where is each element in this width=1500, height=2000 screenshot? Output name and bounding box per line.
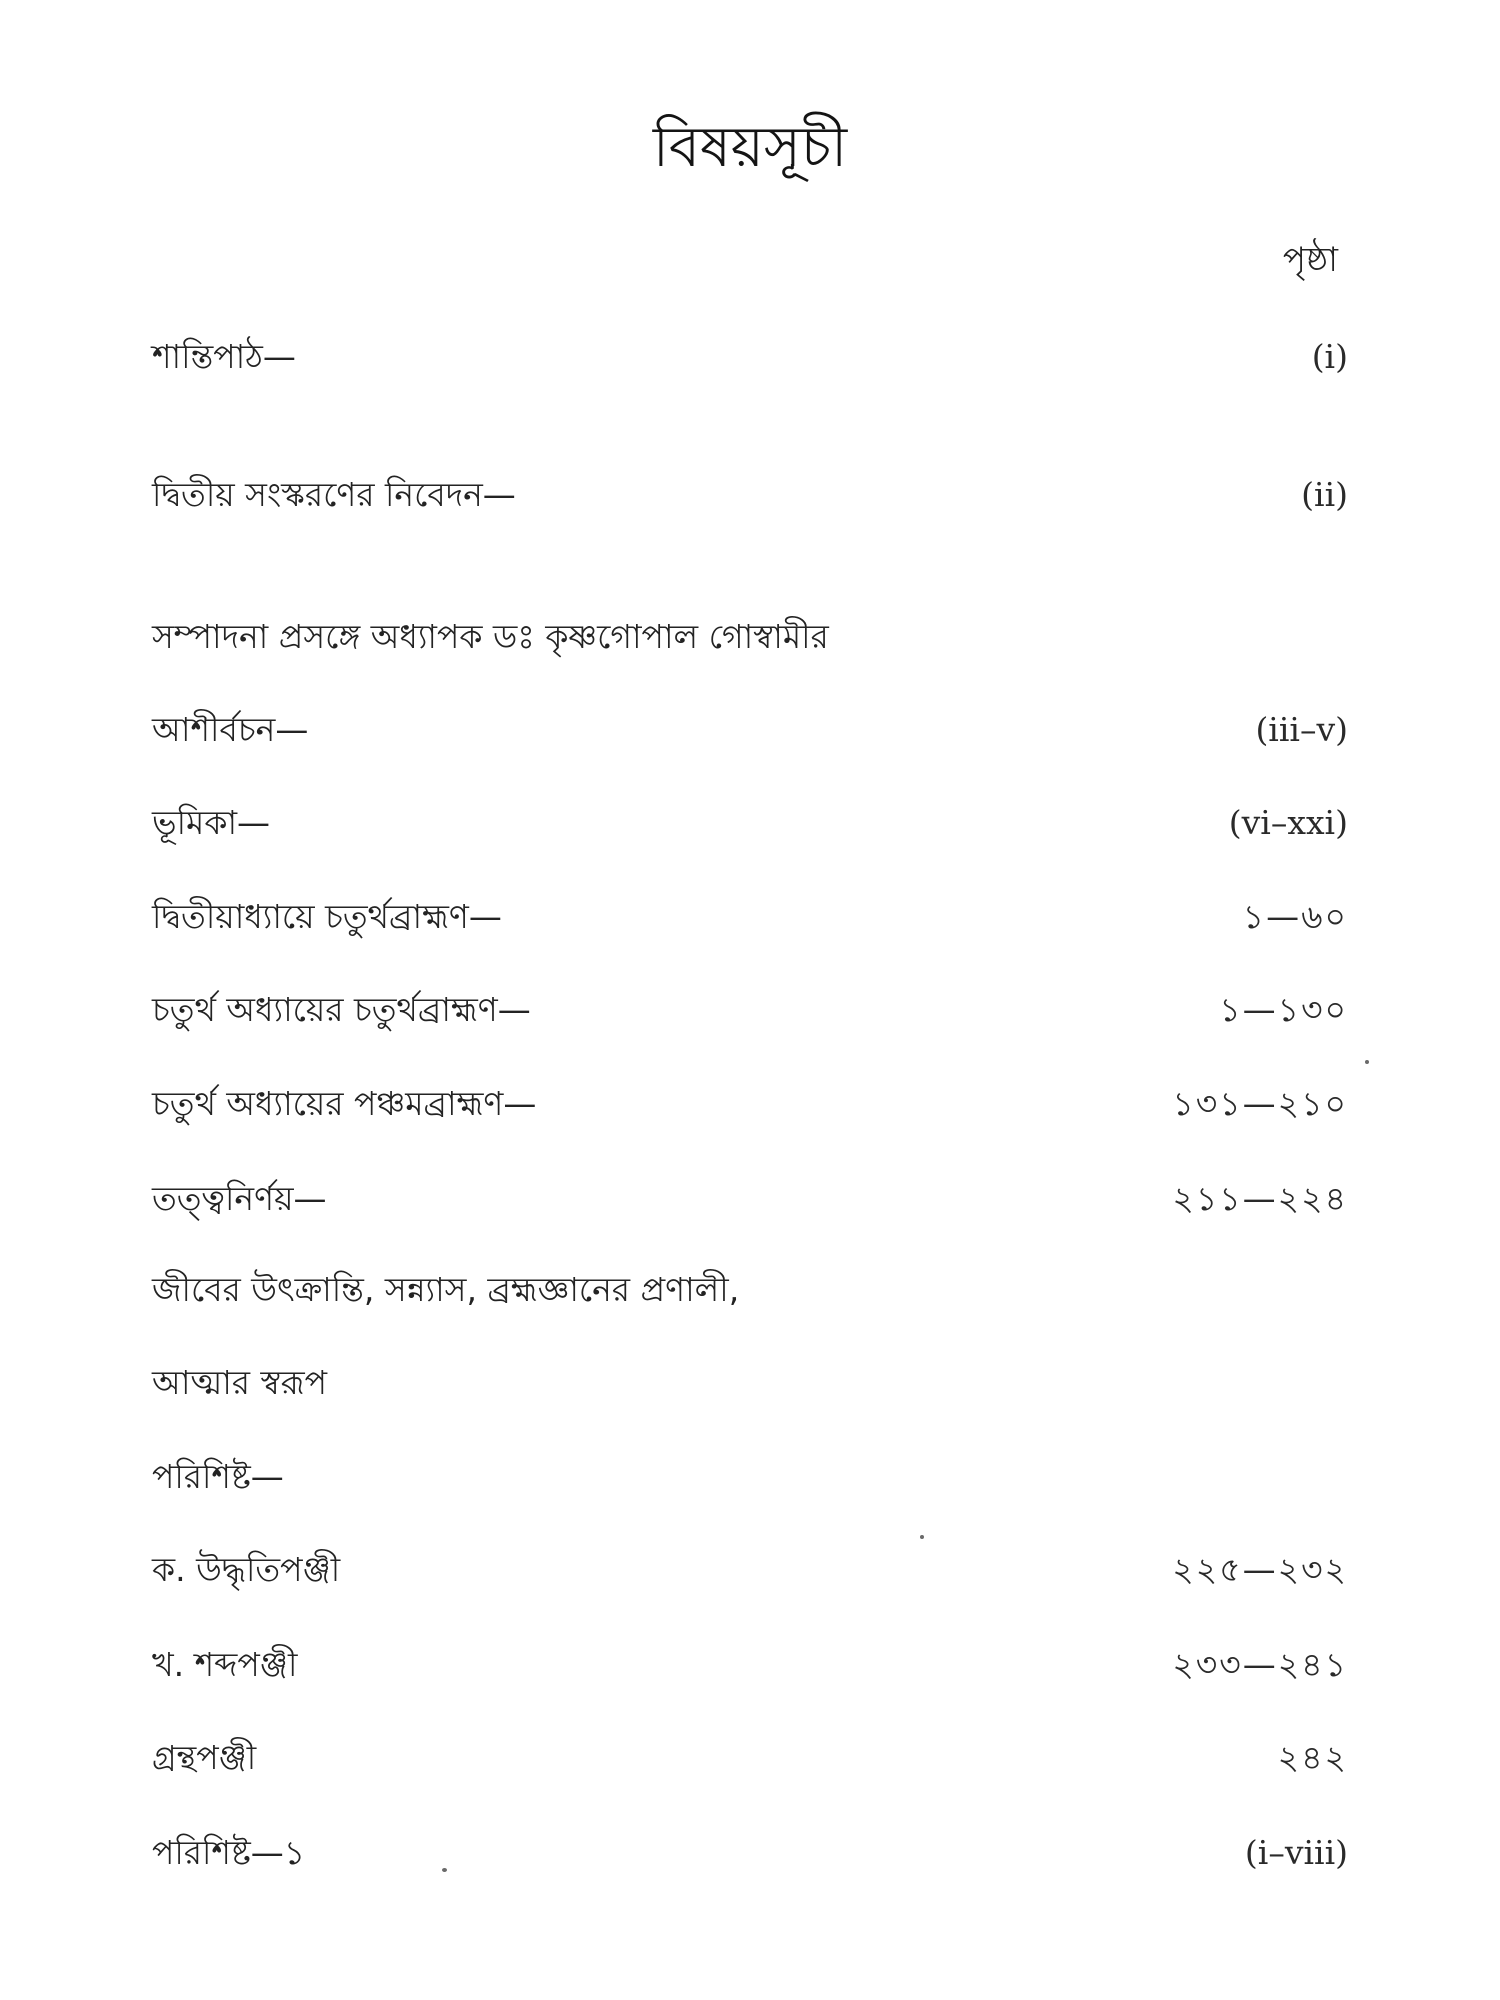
toc-entry-label: ভূমিকা— (152, 803, 271, 842)
toc-entry-label: চতুর্থ অধ্যায়ের চতুর্থব্রাহ্মণ— (152, 990, 531, 1029)
toc-entry (152, 1265, 1348, 1315)
toc-entry-pages: ১৩১—২১০ (1172, 1084, 1348, 1123)
toc-entry-label: তত্ত্বনির্ণয়— (152, 1179, 327, 1218)
toc-entry-label: পরিশিষ্ট— (152, 1457, 284, 1496)
toc-entry-label: দ্বিতীয় সংস্করণের নিবেদন— (152, 475, 516, 514)
scan-speck (1365, 1060, 1369, 1064)
toc-entry-label: গ্রন্থপঞ্জী (152, 1738, 257, 1777)
toc-entry (152, 1640, 1348, 1690)
toc-entry-label: সম্পাদনা প্রসঙ্গে অধ্যাপক ডঃ কৃষ্ণগোপাল গোস্বামীর (152, 617, 829, 656)
toc-entry-pages: (ii) (1301, 475, 1348, 514)
toc-entry-label: শান্তিপাঠ— (152, 337, 296, 376)
toc-entry-label: জীবের উৎক্রান্তি, সন্ন্যাস, ব্রহ্মজ্ঞানের প্রণালী, (152, 1270, 740, 1309)
page-column-heading: পৃষ্ঠা (1282, 240, 1338, 280)
toc-entry (152, 1174, 1348, 1224)
toc-entry-pages: ২২৫—২৩২ (1172, 1550, 1348, 1589)
toc-entry (152, 470, 1348, 520)
toc-entry (152, 1733, 1348, 1783)
toc-entry-pages: (i) (1311, 337, 1348, 376)
toc-entry-label: খ. শব্দপঞ্জী (152, 1645, 298, 1684)
toc-entry-pages: (iii–v) (1255, 710, 1348, 749)
toc-entry-pages: ১—১৩০ (1219, 990, 1348, 1029)
toc-entry (152, 332, 1348, 382)
scan-speck (920, 1535, 924, 1539)
toc-entry (152, 1079, 1348, 1129)
toc-entry-label: আত্মার স্বরূপ (152, 1363, 328, 1402)
toc-entry-label: পরিশিষ্ট—১ (152, 1833, 306, 1872)
toc-entry (152, 1358, 1348, 1408)
toc-entry-label: দ্বিতীয়াধ্যায়ে চতুর্থব্রাহ্মণ— (152, 897, 502, 936)
toc-entry-label: ক. উদ্ধৃতিপঞ্জী (152, 1550, 341, 1589)
toc-entry-pages: (i–viii) (1244, 1833, 1348, 1872)
toc-entry (152, 985, 1348, 1035)
toc-entry-pages: (vi–xxi) (1228, 803, 1348, 842)
toc-entry-pages: ২৪২ (1277, 1738, 1348, 1777)
scan-speck (442, 1868, 447, 1872)
toc-entry-label: আশীর্বচন— (152, 710, 309, 749)
toc-entry (152, 612, 1348, 662)
toc-entry-pages: ১—৬০ (1242, 897, 1348, 936)
toc-entry (152, 1828, 1348, 1878)
toc-entry-pages: ২৩৩—২৪১ (1172, 1645, 1348, 1684)
toc-entry (152, 705, 1348, 755)
toc-entry (152, 892, 1348, 942)
toc-entry-label: চতুর্থ অধ্যায়ের পঞ্চমব্রাহ্মণ— (152, 1084, 537, 1123)
toc-entry (152, 1545, 1348, 1595)
page-title: বিষয়সূচী (652, 115, 848, 180)
toc-entry (152, 798, 1348, 848)
toc-entry (152, 1452, 1348, 1502)
toc-entry-pages: ২১১—২২৪ (1172, 1179, 1348, 1218)
